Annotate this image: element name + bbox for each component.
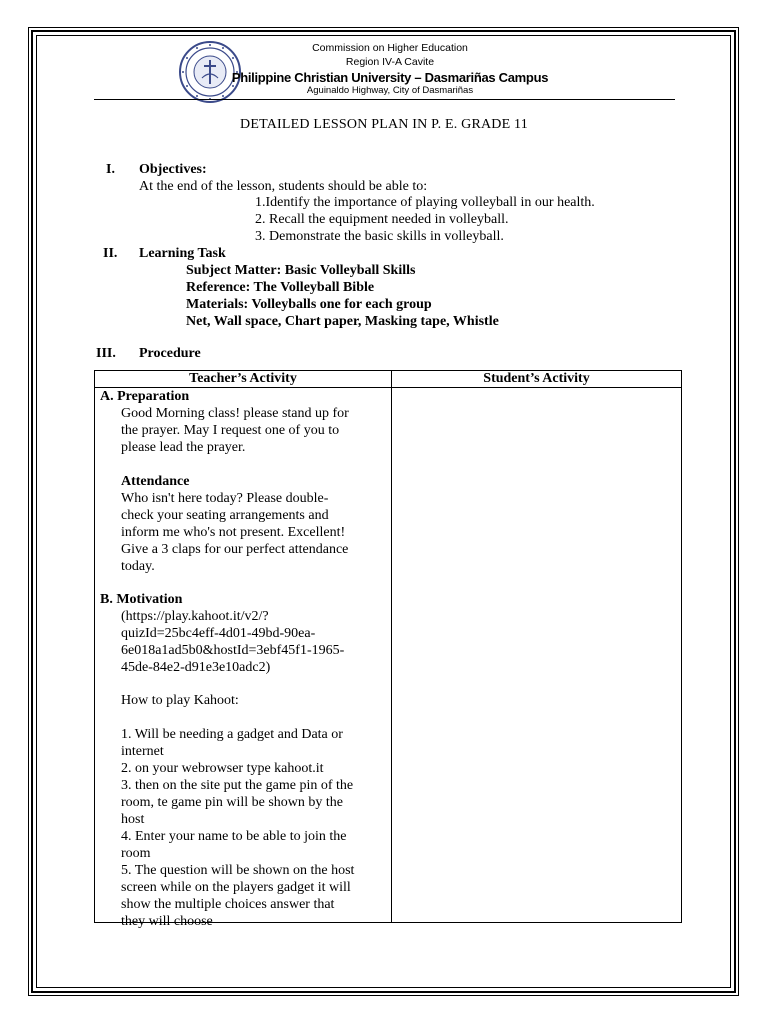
attendance-line: today. [121,559,155,574]
procedure-heading: Procedure [139,346,201,361]
howto-step: screen while on the players gadget it will [121,880,351,895]
student-activity-header: Student’s Activity [392,371,682,388]
objective-item: 3. Demonstrate the basic skills in volleyball. [255,229,504,244]
kahoot-link-line: 45de-84e2-d91e3e10adc2) [121,660,271,675]
howto-heading: How to play Kahoot: [121,693,239,708]
howto-step: room, te game pin will be shown by the [121,795,344,810]
kahoot-link-line: (https://play.kahoot.it/v2/? [121,609,269,624]
header-address: Aguinaldo Highway, City of Dasmariñas [306,85,474,96]
attendance-line: Who isn't here today? Please double- [121,491,329,506]
objectives-numeral: I. [106,162,115,177]
preparation-line: Good Morning class! please stand up for [121,406,349,421]
header-region: Region IV-A Cavite [345,56,435,68]
howto-step: they will choose [121,914,213,929]
subject-matter: Subject Matter: Basic Volleyball Skills [186,263,416,278]
learning-task-numeral: II. [103,246,118,261]
howto-step: 2. on your webrowser type kahoot.it [121,761,324,776]
procedure-table [94,370,682,929]
howto-step: show the multiple choices answer that [121,897,335,912]
objectives-heading: Objectives: [139,162,207,177]
header-divider [94,99,675,100]
materials: Materials: Volleyballs one for each group [186,297,432,312]
attendance-heading: Attendance [121,474,190,489]
objective-item: 1.Identify the importance of playing volleyball in our health. [255,195,595,210]
learning-task-heading: Learning Task [139,246,226,261]
attendance-line: check your seating arrangements and [121,508,329,523]
header-commission: Commission on Higher Education [312,42,468,54]
howto-step: host [121,812,145,827]
howto-step: 3. then on the site put the game pin of the [121,778,354,793]
teacher-activity-cell [95,388,392,929]
preparation-line: the prayer. May I request one of you to [121,423,340,438]
objectives-intro: At the end of the lesson, students should be able to: [139,179,428,194]
document-title: DETAILED LESSON PLAN IN P. E. GRADE 11 [240,117,528,132]
procedure-numeral: III. [96,346,116,361]
student-activity-cell [392,388,682,923]
howto-step: room [121,846,151,861]
reference: Reference: The Volleyball Bible [186,280,375,295]
preparation-line: please lead the prayer. [121,440,246,455]
kahoot-link-line: 6e018a1ad5b0&hostId=3ebf45f1-1965- [121,643,345,658]
motivation-heading: B. Motivation [100,592,183,607]
howto-step: internet [121,744,164,759]
teacher-activity-header: Teacher’s Activity [95,371,392,388]
header-university: Philippine Christian University – Dasmariñas Campus [231,70,549,85]
howto-step: 5. The question will be shown on the host [121,863,355,878]
materials-continued: Net, Wall space, Chart paper, Masking tape, Whistle [186,314,499,329]
attendance-line: Give a 3 claps for our perfect attendance [121,542,349,557]
preparation-heading: A. Preparation [100,389,190,404]
howto-step: 4. Enter your name to be able to join the [121,829,347,844]
attendance-line: inform me who's not present. Excellent! [121,525,346,540]
objective-item: 2. Recall the equipment needed in volleyball. [255,212,509,227]
howto-step: 1. Will be needing a gadget and Data or [121,727,343,742]
kahoot-link-line: quizId=25bc4eff-4d01-49bd-90ea- [121,626,316,641]
